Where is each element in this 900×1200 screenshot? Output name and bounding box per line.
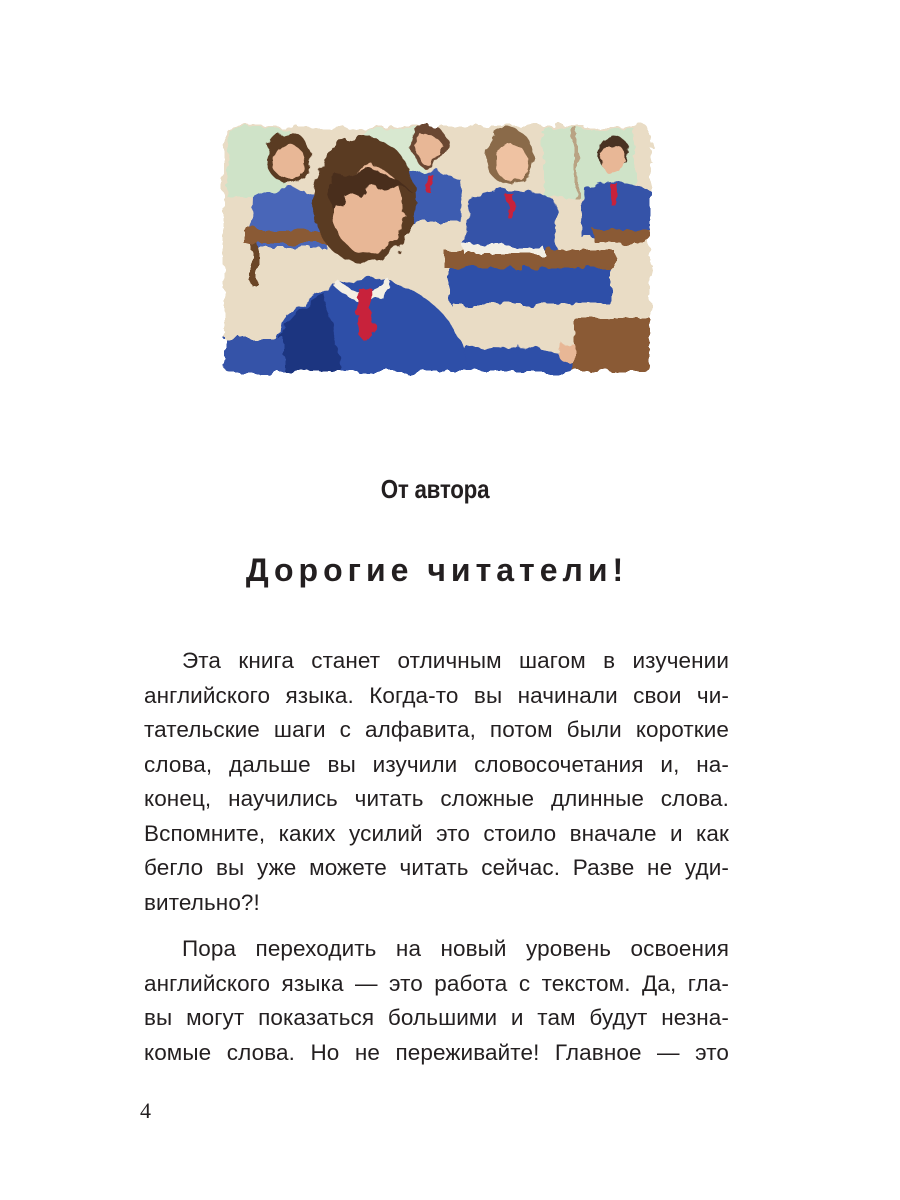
text-line: вительно?!	[144, 889, 260, 915]
body-text	[144, 644, 729, 1070]
text-line: конец, научились читать сложные длинные слова.	[144, 786, 729, 811]
classroom-illustration-svg	[214, 118, 660, 380]
text-line: слова, дальше вы изучили словосочетания и, на-	[144, 751, 729, 777]
text-line: вы могут показаться большими и там будут незна-	[144, 1005, 729, 1030]
paragraph	[144, 932, 729, 1070]
text-line: комые слова. Но не переживайте! Главное — это	[144, 1039, 729, 1065]
text-line: Вспомните, каких усилий это стоило вначале и как	[144, 820, 729, 846]
text-line: Пора переходить на новый уровень освоения	[182, 936, 729, 961]
text-line: тательские шаги с алфавита, потом были короткие	[144, 717, 729, 742]
paragraph-gap	[144, 920, 729, 932]
text-line: Эта книга станет отличным шагом в изучении	[182, 648, 729, 673]
paragraph	[144, 644, 729, 920]
text-line: английского языка — это работа с текстом. Да, гла-	[144, 970, 729, 996]
text-line: бегло вы уже можете читать сейчас. Разве не уди-	[144, 855, 729, 880]
text-line: английского языка. Когда-то вы начинали свои чи-	[144, 682, 729, 708]
greeting-heading: Дорогие читатели!	[245, 552, 629, 588]
classroom-illustration	[214, 118, 660, 380]
section-title: От автора	[380, 474, 490, 504]
page-number: 4	[140, 1098, 151, 1123]
